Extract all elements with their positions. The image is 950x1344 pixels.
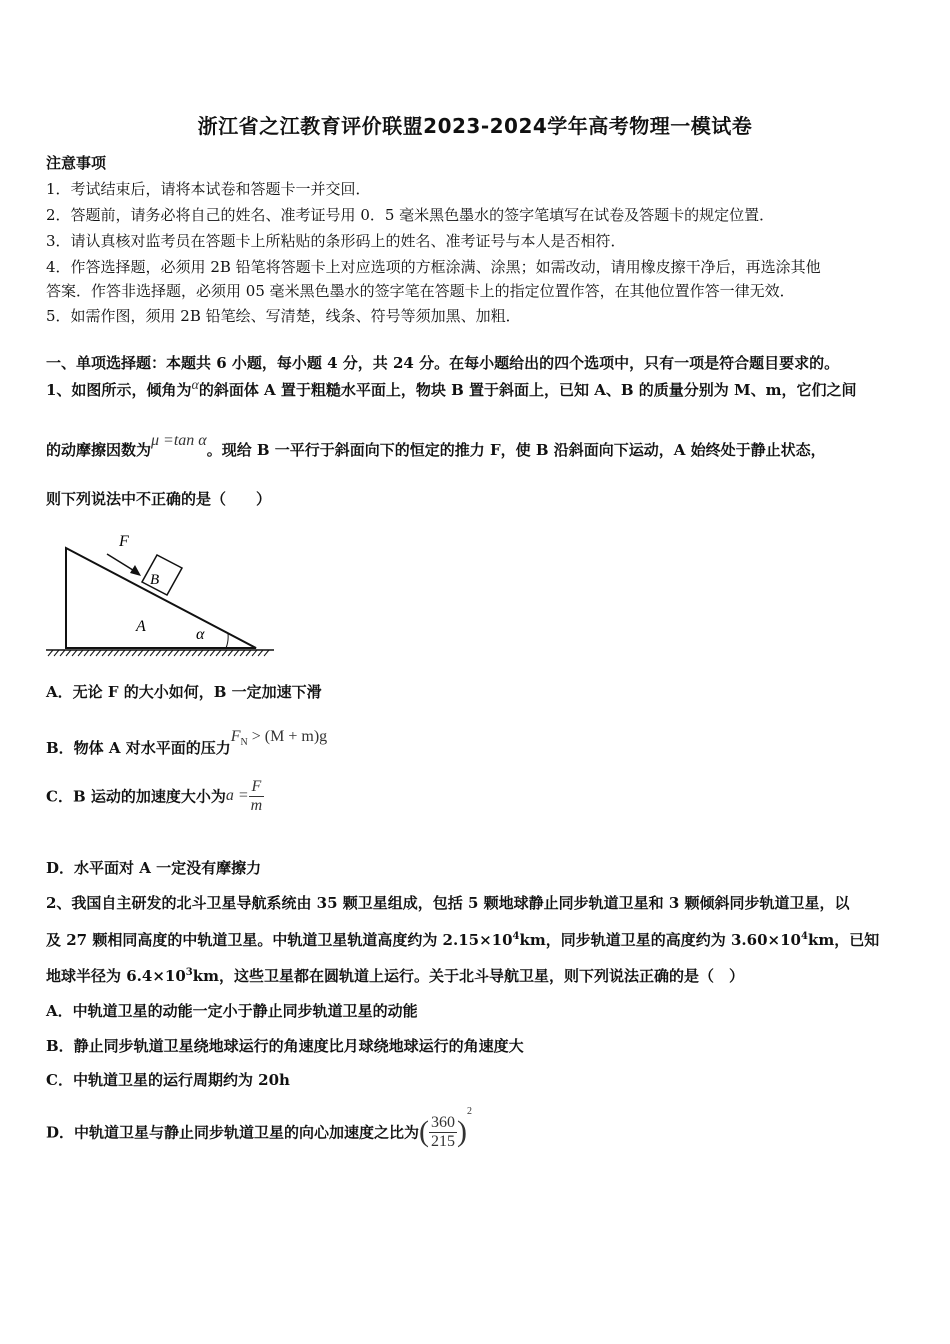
label-B: B: [150, 572, 160, 588]
q2-option-a: A．中轨道卫星的动能一定小于静止同步轨道卫星的动能: [46, 1002, 418, 1020]
label-alpha: α: [196, 626, 205, 643]
section-heading: 一、单项选择题：本题共 6 小题，每小题 4 分，共 24 分。在每小题给出的四个选项中，只有一项是符合题目要求的。: [46, 354, 840, 372]
q1-option-b: B．物体 A 对水平面的压力$F_N > (M + m)g$: [46, 728, 328, 757]
notes-item: 3．请认真核对监考员在答题卡上所粘贴的条形码上的姓名、准考证号与本人是否相符．: [46, 232, 626, 250]
notes-item: 4．作答选择题，必须用 2B 铅笔将答题卡上对应选项的方框涂满、涂黑；如需改动，请用橡皮擦干净后，再选涂其他: [46, 258, 821, 276]
q1-stem-line3: 则下列说法中不正确的是（ ）: [46, 490, 272, 508]
q1-stem-line2: 的动摩擦因数为μ =tan α。现给 B 一平行于斜面向下的恒定的推力 F，使 B 沿斜面向下运动，A 始终处于静止状态，: [46, 432, 826, 459]
force-arrow: [107, 554, 136, 572]
force-arrowhead: [130, 565, 141, 576]
label-F: F: [119, 533, 129, 550]
fraction-360-over-215: $\frac{360}{215}$: [431, 1113, 456, 1150]
page-title: 浙江省之江教育评价联盟2023-2024学年高考物理一模试卷: [197, 114, 753, 138]
q1-option-c: C．B 运动的加速度大小为a = $\frac{F}{m}$: [46, 778, 263, 814]
q2-option-b: B．静止同步轨道卫星绕地球运行的角速度比月球绕地球运行的角速度大: [46, 1037, 524, 1055]
q2-stem-line1: 2、我国自主研发的北斗卫星导航系统由 35 颗卫星组成，包括 5 颗地球静止同步轨道卫星和 3 颗倾斜同步轨道卫星，以: [46, 894, 850, 912]
q2-stem-line2: 及 27 颗相同高度的中轨道卫星。中轨道卫星轨道高度约为 $2.15\times 10^4km$，同步轨道卫星的高度约为 $3.60\times 10^4km$，已知: [46, 931, 880, 949]
incline-figure: [44, 528, 276, 658]
q1-stem-line1: 1、如图所示，倾角为α的斜面体 A 置于粗糙水平面上，物块 B 置于斜面上，已知 A、B 的质量分别为 M、m，它们之间: [46, 378, 857, 399]
q2-option-c: C．中轨道卫星的运行周期约为 20h: [46, 1071, 290, 1089]
ground-hatch: [48, 650, 269, 656]
label-A: A: [136, 618, 146, 635]
notes-item: 1．考试结束后，请将本试卷和答题卡一并交回．: [46, 180, 371, 198]
q2-stem-line3: 地球半径为 $6.4\times 10^3km$，这些卫星都在圆轨道上运行。关于北斗导航卫星，则下列说法正确的是（ ）: [46, 967, 745, 985]
q1-option-a: A．无论 F 的大小如何，B 一定加速下滑: [46, 683, 322, 701]
notes-item: 5．如需作图，须用 2B 铅笔绘、写清楚，线条、符号等须加黑、加粗．: [46, 307, 521, 325]
mu-formula: μ =tan α: [151, 432, 207, 449]
block-B: [142, 555, 182, 595]
notes-item: 2．答题前，请务必将自己的姓名、准考证号用 0．5 毫米黑色墨水的签字笔填写在试卷及答题卡的规定位置．: [46, 206, 775, 224]
angle-arc: [226, 634, 228, 648]
notes-heading: 注意事项: [46, 154, 107, 172]
notes-item: 答案．作答非选择题，必须用 05 毫米黑色墨水的签字笔在答题卡上的指定位置作答，在其他位置作答一律无效．: [46, 282, 795, 300]
alpha-symbol: α: [191, 378, 199, 393]
fraction-F-over-m: $\frac{F}{m}$: [250, 778, 263, 814]
q1-option-d: D．水平面对 A 一定没有摩擦力: [46, 859, 262, 877]
q2-option-d: D．中轨道卫星与静止同步轨道卫星的向心加速度之比为( $\frac{360}{215}$ )$^2$: [46, 1106, 473, 1150]
